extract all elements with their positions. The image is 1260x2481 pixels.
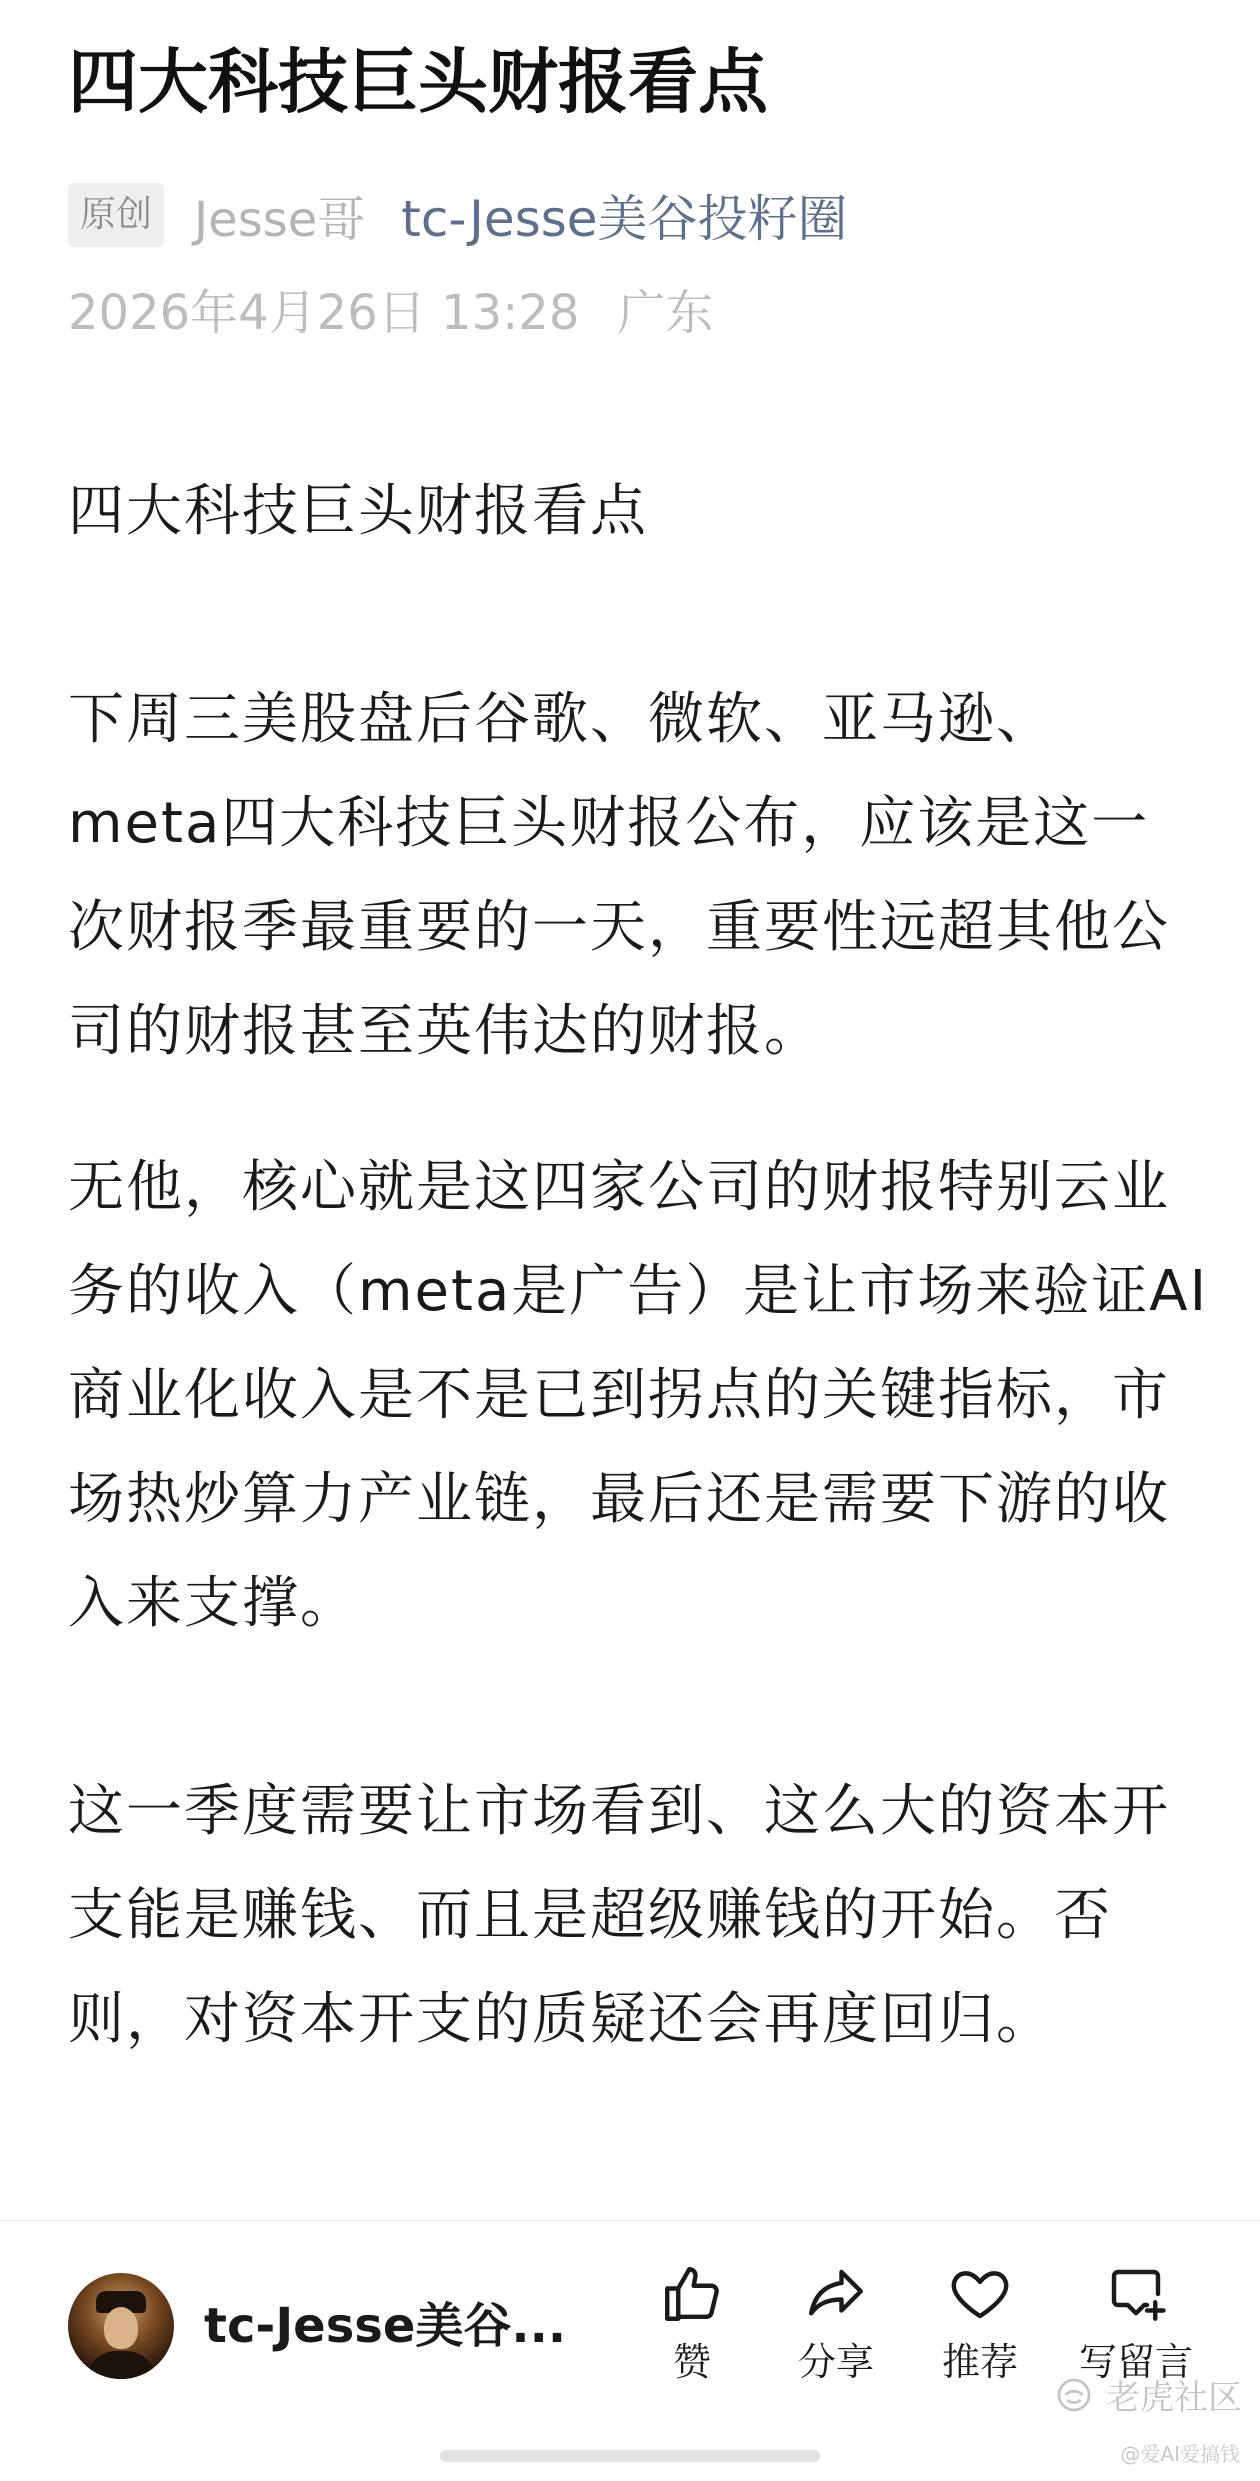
publish-info (68, 278, 713, 348)
share-label: 分享 (797, 2340, 874, 2384)
home-indicator[interactable] (440, 2450, 820, 2462)
paragraph (68, 1136, 1209, 1656)
bottom-account-name[interactable]: tc-Jesse美谷... (204, 2298, 567, 2354)
heart-icon (947, 2261, 1013, 2327)
watermark-sub: @爱AI爱搞钱 (1120, 2442, 1240, 2466)
paragraph-line: 下周三美股盘后谷歌、微软、亚马逊、 (68, 687, 1054, 752)
tiger-logo-icon (1054, 2375, 1094, 2415)
paragraph-line: 场热炒算力产业链，最后还是需要下游的收 (68, 1467, 1170, 1532)
paragraph (68, 1760, 1192, 2072)
paragraph-line: 务的收入（meta是广告）是让市场来验证AI (68, 1259, 1209, 1324)
paragraph-line: 无他，核心就是这四家公司的财报特别云业 (68, 1155, 1170, 1220)
avatar-face (104, 2307, 138, 2349)
paragraph-line: 商业化收入是不是已到拐点的关键指标，市 (68, 1363, 1170, 1428)
share-arrow-icon (803, 2261, 869, 2327)
recommend-button[interactable] (920, 2261, 1040, 2387)
paragraph-line: 则，对资本开支的质疑还会再度回归。 (68, 1987, 1054, 2052)
paragraph-line: 司的财报甚至英伟达的财报。 (68, 999, 822, 1064)
avatar[interactable] (68, 2273, 174, 2379)
paragraph-line: 次财报季最重要的一天，重要性远超其他公 (68, 895, 1170, 960)
like-label: 赞 (672, 2340, 711, 2384)
recommend-label: 推荐 (941, 2340, 1018, 2384)
watermark-brand: 老虎社区 (1106, 2378, 1242, 2418)
article-title: 四大科技巨头财报看点 (68, 41, 768, 123)
paragraph-line: 入来支撑。 (68, 1571, 358, 1636)
avatar-coat (86, 2351, 156, 2379)
original-tag: 原创 (68, 183, 164, 247)
paragraph-line: meta四大科技巨头财报公布，应该是这一 (68, 791, 1150, 856)
bottom-action-bar (0, 2220, 1260, 2481)
paragraph-line: 四大科技巨头财报看点 (68, 479, 648, 544)
account-link[interactable]: tc-Jesse美谷投籽圈 (401, 190, 848, 248)
publish-date: 2026年4月26日 13:28 (68, 285, 580, 341)
paragraph-line: 支能是赚钱、而且是超级赚钱的开始。否 (68, 1883, 1112, 1948)
like-button[interactable] (632, 2261, 752, 2387)
paragraph-line: 这一季度需要让市场看到、这么大的资本开 (68, 1779, 1170, 1844)
watermark (1054, 2370, 1242, 2419)
thumbs-up-icon (659, 2261, 725, 2327)
write-comment-button[interactable] (1068, 2261, 1204, 2387)
write-comment-label: 写留言 (1078, 2340, 1193, 2384)
article-meta (68, 180, 848, 250)
share-button[interactable] (776, 2261, 896, 2387)
paragraph (68, 668, 1192, 1084)
comment-add-icon (1103, 2261, 1169, 2327)
author-name: Jesse哥 (194, 191, 366, 248)
publish-location: 广东 (617, 285, 714, 341)
paragraph (68, 460, 1192, 564)
